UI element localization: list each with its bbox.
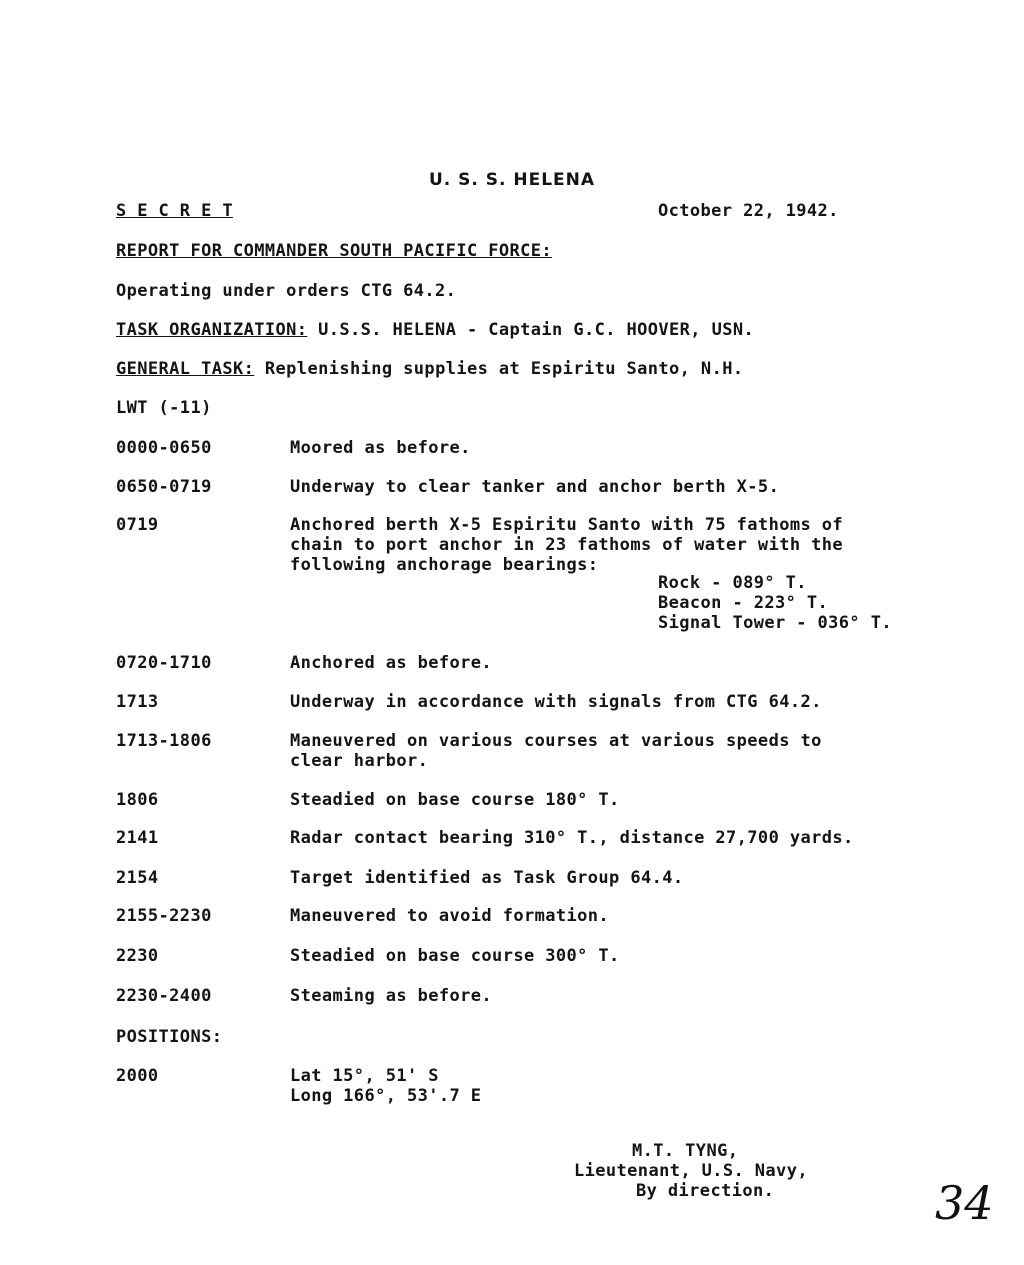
- entry-time: 2154: [116, 868, 159, 888]
- entry-text: Anchored berth X-5 Espiritu Santo with 75 fathoms of chain to port anchor in 23 fathoms of water with the following anchorage bearings:: [290, 515, 844, 575]
- position-coordinates: Lat 15°, 51' S Long 166°, 53'.7 E: [290, 1066, 482, 1106]
- entry-text: Moored as before.: [290, 438, 471, 458]
- entry-time: 0720-1710: [116, 653, 212, 673]
- operating-orders: Operating under orders CTG 64.2.: [116, 281, 457, 301]
- entry-time: 1713-1806: [116, 731, 212, 751]
- entry-text: Target identified as Task Group 64.4.: [290, 868, 684, 888]
- entry-text: Underway in accordance with signals from CTG 64.2.: [290, 692, 822, 712]
- entry-time: 0719: [116, 515, 159, 535]
- entry-text: Steadied on base course 180° T.: [290, 790, 620, 810]
- entry-text: Steadied on base course 300° T.: [290, 946, 620, 966]
- signature-name: M.T. TYNG,: [632, 1141, 739, 1161]
- task-organization-value: U.S.S. HELENA - Captain G.C. HOOVER, USN.: [318, 320, 755, 340]
- ship-title: U. S. S. HELENA: [428, 170, 596, 190]
- position-time: 2000: [116, 1066, 159, 1086]
- entry-text: Anchored as before.: [290, 653, 493, 673]
- anchorage-bearings: Rock - 089° T. Beacon - 223° T. Signal Tower - 036° T.: [658, 573, 892, 633]
- entry-text: Maneuvered to avoid formation.: [290, 906, 610, 926]
- time-zone: LWT (-11): [116, 398, 212, 418]
- entry-time: 2230-2400: [116, 986, 212, 1006]
- entry-text: Underway to clear tanker and anchor berth X-5.: [290, 477, 780, 497]
- entry-text: Maneuvered on various courses at various speeds to clear harbor.: [290, 731, 822, 771]
- entry-time: 2141: [116, 828, 159, 848]
- signature-authority: By direction.: [636, 1181, 775, 1201]
- entry-time: 1713: [116, 692, 159, 712]
- entry-text: Steaming as before.: [290, 986, 493, 1006]
- entry-time: 2155-2230: [116, 906, 212, 926]
- general-task: [116, 359, 743, 379]
- positions-label: POSITIONS:: [116, 1027, 223, 1047]
- report-for-heading: REPORT FOR COMMANDER SOUTH PACIFIC FORCE:: [116, 241, 553, 261]
- entry-time: 1806: [116, 790, 159, 810]
- signature-rank: Lieutenant, U.S. Navy,: [574, 1161, 808, 1181]
- report-date: October 22, 1942.: [658, 201, 839, 221]
- classification: S E C R E T: [116, 201, 233, 221]
- entry-time: 2230: [116, 946, 159, 966]
- general-task-label: GENERAL TASK:: [116, 359, 255, 379]
- page-number: 34: [935, 1176, 994, 1230]
- entry-time: 0650-0719: [116, 477, 212, 497]
- general-task-value: Replenishing supplies at Espiritu Santo, N.H.: [264, 359, 744, 379]
- entry-time: 0000-0650: [116, 438, 212, 458]
- task-organization: [116, 320, 754, 340]
- task-organization-label: TASK ORGANIZATION:: [116, 320, 308, 340]
- entry-text: Radar contact bearing 310° T., distance 27,700 yards.: [290, 828, 854, 848]
